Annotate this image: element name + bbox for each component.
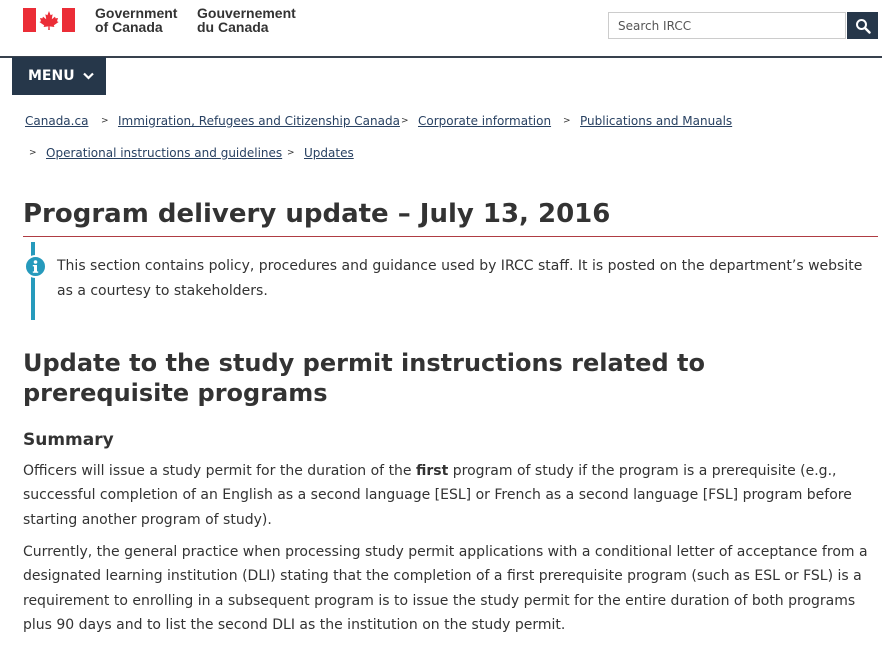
emphasis-first: first bbox=[416, 463, 449, 479]
search-icon bbox=[855, 18, 871, 34]
search-input[interactable] bbox=[608, 12, 846, 39]
chevron-down-icon bbox=[83, 72, 94, 80]
breadcrumb-link[interactable]: Canada.ca bbox=[25, 114, 89, 128]
menu-label: MENU bbox=[28, 68, 75, 84]
breadcrumb-separator: > bbox=[287, 148, 295, 158]
breadcrumb-item-ircc[interactable] bbox=[118, 114, 400, 128]
info-notice-text: This section contains policy, procedures and guidance used by IRCC staff. It is posted on the department’s website as a courtesy to stakeholders. bbox=[57, 258, 863, 299]
breadcrumb-item-corporate-information[interactable] bbox=[418, 114, 551, 128]
canada-flag-icon[interactable] bbox=[23, 8, 75, 32]
section-title: Update to the study permit instructions related to prerequisite programs bbox=[23, 349, 705, 407]
signature-en-line2: of Canada bbox=[95, 19, 163, 35]
signature-fr-line2: du Canada bbox=[197, 19, 269, 35]
info-icon bbox=[24, 255, 47, 278]
menu-button[interactable] bbox=[12, 57, 106, 95]
breadcrumb-item-publications[interactable] bbox=[580, 114, 732, 128]
breadcrumb-link[interactable]: Publications and Manuals bbox=[580, 114, 733, 128]
search-button[interactable] bbox=[847, 12, 878, 39]
breadcrumb-separator: > bbox=[29, 148, 37, 158]
breadcrumb-link[interactable]: Updates bbox=[304, 146, 354, 160]
breadcrumb-item-updates[interactable] bbox=[304, 146, 354, 160]
breadcrumb-separator: > bbox=[101, 116, 109, 126]
breadcrumb-link[interactable]: Corporate information bbox=[418, 114, 552, 128]
summary-paragraph-1 bbox=[23, 459, 875, 532]
breadcrumb-link[interactable]: Operational instructions and guidelines bbox=[46, 146, 283, 160]
summary-heading: Summary bbox=[23, 430, 114, 450]
signature-en-line1: Government bbox=[95, 5, 178, 21]
breadcrumb-separator: > bbox=[401, 116, 409, 126]
paragraph-text: Officers will issue a study permit for the duration of the bbox=[23, 463, 416, 479]
signature-english[interactable] bbox=[95, 6, 177, 34]
page-title: Program delivery update – July 13, 2016 bbox=[23, 199, 611, 229]
breadcrumb-item-operational-instructions[interactable] bbox=[46, 146, 282, 160]
site-header bbox=[0, 0, 882, 58]
info-accent-bar bbox=[31, 242, 35, 320]
signature-french[interactable] bbox=[197, 6, 296, 34]
breadcrumb-item-canada[interactable] bbox=[25, 114, 88, 128]
breadcrumb-separator: > bbox=[563, 116, 571, 126]
paragraph-text: program of study if the program is a prerequisite (e.g., successful completion of an English as a second language [ESL] or French as a second language [FSL] program before starting another program of study). bbox=[23, 463, 852, 528]
summary-paragraph-2: Currently, the general practice when processing study permit applications with a conditional letter of acceptance from a designated learning institution (DLI) stating that the completion of a first prerequisite program (such as ESL or FSL) is a requirement to enrolling in a subsequent program is to issue the study permit for the entire duration of both programs plus 90 days and to list the second DLI as the institution on the study permit. bbox=[23, 544, 868, 633]
signature-fr-line1: Gouvernement bbox=[197, 5, 296, 21]
title-divider bbox=[23, 236, 878, 237]
breadcrumb-link[interactable]: Immigration, Refugees and Citizenship Canada bbox=[118, 114, 400, 128]
